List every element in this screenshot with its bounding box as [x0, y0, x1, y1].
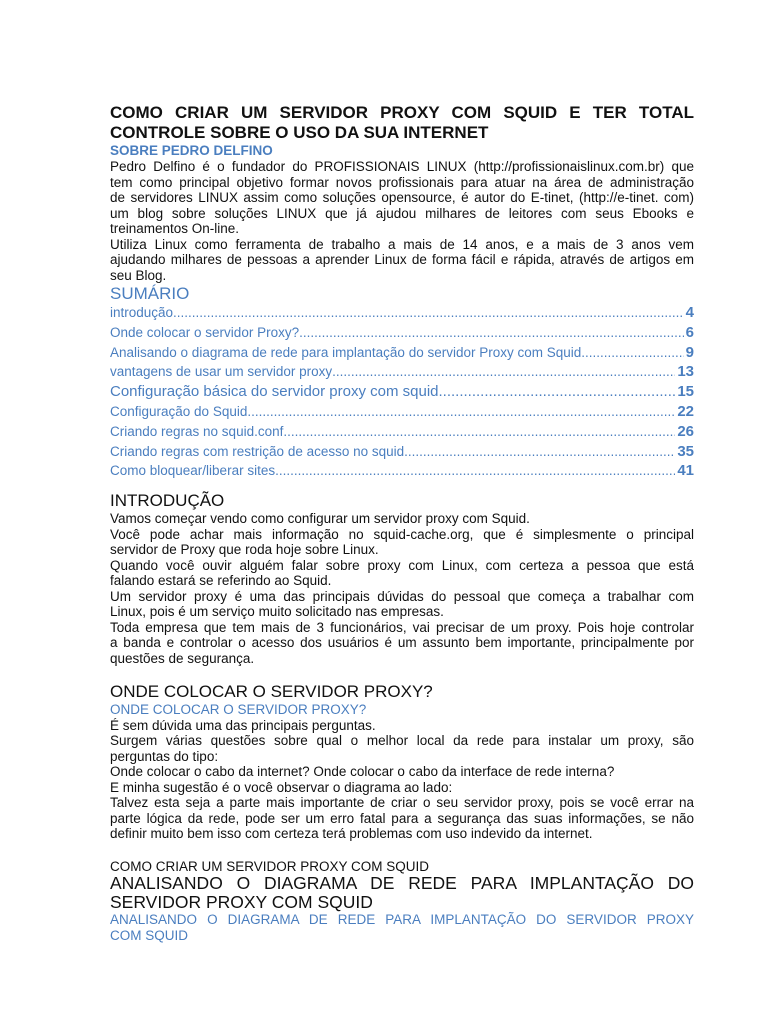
about-line: tem como principal objetivo formar novos profissionais para atuar na área de administração	[110, 174, 694, 190]
analisando-heading-line-1: ANALISANDO O DIAGRAMA DE REDE PARA IMPLANTAÇÃO DO	[110, 873, 694, 894]
document-page	[110, 103, 694, 943]
about-line: ajudando milhares de pessoas a aprender Linux de forma fácil e rápida, através de artigos em	[110, 252, 694, 267]
toc-item-vantagens[interactable]: vantagens de usar um servidor proxy ..... 13	[110, 363, 694, 383]
onde-line: parte lógica da rede, pode ser um erro fatal para a segurança das suas informações, se não	[110, 810, 694, 826]
toc-item-configuracao-basica[interactable]: Configuração básica do servidor proxy com squid ..... 15	[110, 383, 694, 403]
intro-line: Você pode achar mais informação no squid-cache.org, que é simplesmente o principal	[110, 526, 694, 542]
toc-item-criando-regras[interactable]: Criando regras no squid.conf ..... 26	[110, 423, 694, 443]
onde-line: E minha sugestão é o você observar o diagrama ao lado:	[110, 779, 453, 795]
document-title-line-1: COMO CRIAR UM SERVIDOR PROXY COM SQUID E TER TOTAL	[110, 103, 694, 122]
summary-heading: SUMÁRIO	[110, 284, 190, 303]
toc-item-introducao[interactable]: introdução ..... 4	[110, 304, 694, 324]
analisando-subheading-line-1: ANALISANDO O DIAGRAMA DE REDE PARA IMPLANTAÇÃO DO SERVIDOR PROXY	[110, 912, 694, 928]
toc-item-configuracao-squid[interactable]: Configuração do Squid ..... 22	[110, 403, 694, 423]
intro-line: Vamos começar vendo como configurar um servidor proxy com Squid.	[110, 511, 530, 527]
intro-line: Quando você ouvir alguém falar sobre proxy com Linux, com certeza a pessoa que está	[110, 557, 694, 573]
intro-heading: INTRODUÇÃO	[110, 491, 225, 511]
intro-line: falando estará se referindo ao Squid.	[110, 573, 332, 589]
onde-subheading: ONDE COLOCAR O SERVIDOR PROXY?	[110, 702, 367, 718]
about-line: seu Blog.	[110, 267, 167, 283]
about-line: um blog sobre soluções LINUX que já ajudou milhares de leitores com seus Ebooks e	[110, 205, 694, 221]
intro-line: a banda e controlar o acesso dos usuários é um assunto bem importante, principalmente por	[110, 635, 694, 651]
about-line: treinamentos On-line.	[110, 221, 240, 236]
intro-line: Linux, pois é um serviço muito solicitado nas empresas.	[110, 604, 444, 620]
intro-line: servidor de Proxy que roda hoje sobre Linux.	[110, 542, 379, 558]
toc-item-restricao-acesso[interactable]: Criando regras com restrição de acesso no squid ..... 35	[110, 443, 694, 463]
toc-item-analisando[interactable]: Analisando o diagrama de rede para implantação do servidor Proxy com Squid ..... 9	[110, 344, 694, 364]
intro-line: Um servidor proxy é uma das principais dúvidas do pessoal que começa a trabalhar com	[110, 588, 694, 604]
onde-heading: ONDE COLOCAR O SERVIDOR PROXY?	[110, 682, 433, 702]
analisando-heading-line-2: SERVIDOR PROXY COM SQUID	[110, 892, 373, 913]
running-title: COMO CRIAR UM SERVIDOR PROXY COM SQUID	[110, 858, 430, 874]
about-heading: SOBRE PEDRO DELFINO	[110, 143, 273, 158]
document-title-line-2: CONTROLE SOBRE O USO DA SUA INTERNET	[110, 123, 489, 142]
toc-item-onde-colocar[interactable]: Onde colocar o servidor Proxy? ..... 6	[110, 324, 694, 344]
onde-line: definir muito bem isso com certeza terá problemas com uso indevido da internet.	[110, 826, 593, 842]
onde-line: É sem dúvida uma das principais perguntas.	[110, 717, 376, 733]
onde-line: Onde colocar o cabo da internet? Onde colocar o cabo da interface de rede interna?	[110, 764, 615, 780]
analisando-subheading-line-2: COM SQUID	[110, 927, 189, 943]
onde-line: perguntas do tipo:	[110, 748, 219, 764]
about-line: Utiliza Linux como ferramenta de trabalho a mais de 14 anos, e a mais de 3 anos vem	[110, 236, 694, 252]
toc-item-bloquear-sites[interactable]: Como bloquear/liberar sites ..... 41	[110, 462, 694, 482]
onde-line: Talvez esta seja a parte mais importante de criar o seu servidor proxy, pois se você errar na	[110, 795, 694, 811]
about-line: Pedro Delfino é o fundador do PROFISSIONAIS LINUX (http://profissionaislinux.com.br) que	[110, 159, 694, 174]
intro-line: questões de segurança.	[110, 650, 255, 666]
intro-line: Toda empresa que tem mais de 3 funcionários, vai precisar de um proxy. Pois hoje controlar	[110, 619, 694, 635]
about-line: de servidores LINUX assim como soluções opensource, é autor do E-tinet, (http://e-tinet. com)	[110, 190, 694, 205]
onde-line: Surgem várias questões sobre qual o melhor local da rede para instalar um proxy, são	[110, 733, 694, 749]
table-of-contents	[110, 304, 694, 482]
